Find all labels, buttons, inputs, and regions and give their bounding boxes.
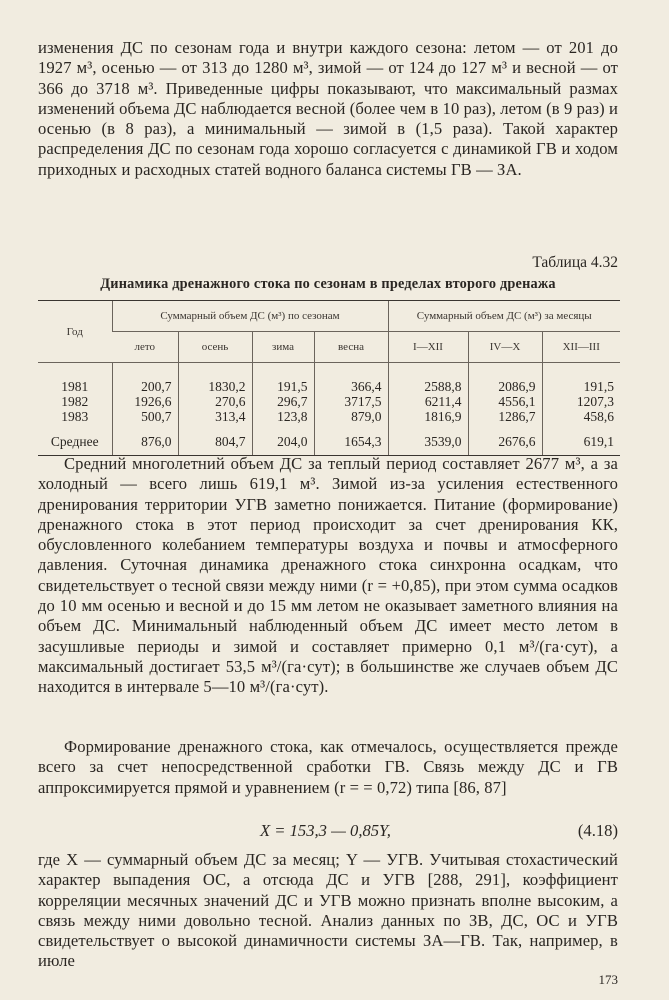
cell: 123,8 xyxy=(252,409,314,424)
cell: 3717,5 xyxy=(314,394,388,409)
table-row xyxy=(38,394,620,409)
header-month-range: IV—X xyxy=(468,332,542,363)
cell: 296,7 xyxy=(252,394,314,409)
paragraph-1: изменения ДС по сезонам года и внутри каждого сезона: летом — от 201 до 1927 м³, осенью — от 313 до 1280 м³, зимой — от 124 до 127 м³ и весной — от 366 до 3718 м³. Приведенные цифры показывают, что максимальный размах изменений объема ДС наблюдается весной (более чем в 10 раз), летом (в 9 раз) и осенью (в 8 раз), а минимальный — зимой в (1,5 раза). Такой характер распределения ДС по сезонам года хорошо согласуется с динамикой ГВ и ходом приходных и расходных статей водного баланса системы ГВ — ЗА. xyxy=(38,38,618,179)
cell: 313,4 xyxy=(178,409,252,424)
header-year: Год xyxy=(38,301,112,363)
cell: 804,7 xyxy=(178,424,252,456)
cell: 1816,9 xyxy=(388,409,468,424)
paragraph-3: Формирование дренажного стока, как отмечалось, осуществляется прежде всего за счет непосредственной сработки ГВ. Связь между ДС и ГВ аппроксимируется прямой и уравнением (r = = 0,72) типа [86, 87] xyxy=(38,737,618,797)
equation-row xyxy=(38,821,618,843)
row-year: 1982 xyxy=(61,394,89,409)
paragraph-2: Средний многолетний объем ДС за теплый период составляет 2677 м³, а за холодный — всего лишь 619,1 м³. Зимой из-за усиления естественного дренирования территории УГВ заметно понижается. Питание (формирование) дренажного стока в этот период происходит за счет дренирования КК, обусловленного колебанием температуры воздуха и почвы и атмосферного давления. Суточная динамика дренажного стока синхронна осадкам, что свидетельствует о тесной связи между ними (r = +0,85), при этом сумма осадков до 10 мм осенью и весной и до 15 мм летом не оказывает заметного влияния на объем ДС. Минимальный наблюденный объем ДС имеет место летом в засушливые периоды и зимой и составляет примерно 0,1 м³/(га·сут), а максимальный достигает 53,5 м³/(га·сут); в большинстве же случаев объем ДС находится в интервале 5—10 м³/(га·сут). xyxy=(38,454,618,697)
header-season: лето xyxy=(112,332,178,363)
cell: 1830,2 xyxy=(178,363,252,395)
equation-number: (4.18) xyxy=(577,821,618,840)
cell: 2588,8 xyxy=(388,363,468,395)
row-year: 1981 xyxy=(61,379,89,394)
cell: 2676,6 xyxy=(468,424,542,456)
cell: 366,4 xyxy=(314,363,388,395)
cell: 1286,7 xyxy=(468,409,542,424)
equation: X = 153,3 — 0,85Y, xyxy=(260,821,391,840)
cell: 191,5 xyxy=(542,363,620,395)
row-year: Среднее xyxy=(38,424,112,456)
drainage-table xyxy=(38,300,620,456)
cell: 500,7 xyxy=(112,409,178,424)
cell: 270,6 xyxy=(178,394,252,409)
paragraph-4: где X — суммарный объем ДС за месяц; Y — УГВ. Учитывая стохастический характер выпадения ОС, а отсюда ДС и УГВ [288, 291], коэффициент корреляции месячных значений ДС и УГВ можно признать вполне высоким, а связь между ними довольно тесной. Анализ данных по ЗВ, ДС, ОС и УГВ свидетельствует о высокой динамичности системы ЗА—ГВ. Так, например, в июле xyxy=(38,850,618,971)
header-season: осень xyxy=(178,332,252,363)
cell: 204,0 xyxy=(252,424,314,456)
header-seasons-group: Суммарный объем ДС (м³) по сезонам xyxy=(112,301,388,332)
row-year: 1983 xyxy=(61,409,89,424)
header-months-group: Суммарный объем ДС (м³) за месяцы xyxy=(388,301,620,332)
table-title: Динамика дренажного стока по сезонам в пределах второго дренажа xyxy=(100,276,556,292)
cell: 458,6 xyxy=(542,409,620,424)
table-row xyxy=(38,409,620,424)
cell: 619,1 xyxy=(542,424,620,456)
cell: 6211,4 xyxy=(388,394,468,409)
cell: 1926,6 xyxy=(112,394,178,409)
table-row-average xyxy=(38,424,620,456)
cell: 200,7 xyxy=(112,363,178,395)
cell: 1207,3 xyxy=(542,394,620,409)
cell: 3539,0 xyxy=(388,424,468,456)
cell: 876,0 xyxy=(112,424,178,456)
header-season: зима xyxy=(252,332,314,363)
cell: 191,5 xyxy=(252,363,314,395)
cell: 2086,9 xyxy=(468,363,542,395)
cell: 879,0 xyxy=(314,409,388,424)
header-season: весна xyxy=(314,332,388,363)
header-month-range: XII—III xyxy=(542,332,620,363)
cell: 4556,1 xyxy=(468,394,542,409)
cell: 1654,3 xyxy=(314,424,388,456)
header-month-range: I—XII xyxy=(388,332,468,363)
table-number: Таблица 4.32 xyxy=(532,254,618,271)
table-row xyxy=(38,363,620,395)
page-number: 173 xyxy=(598,972,618,987)
